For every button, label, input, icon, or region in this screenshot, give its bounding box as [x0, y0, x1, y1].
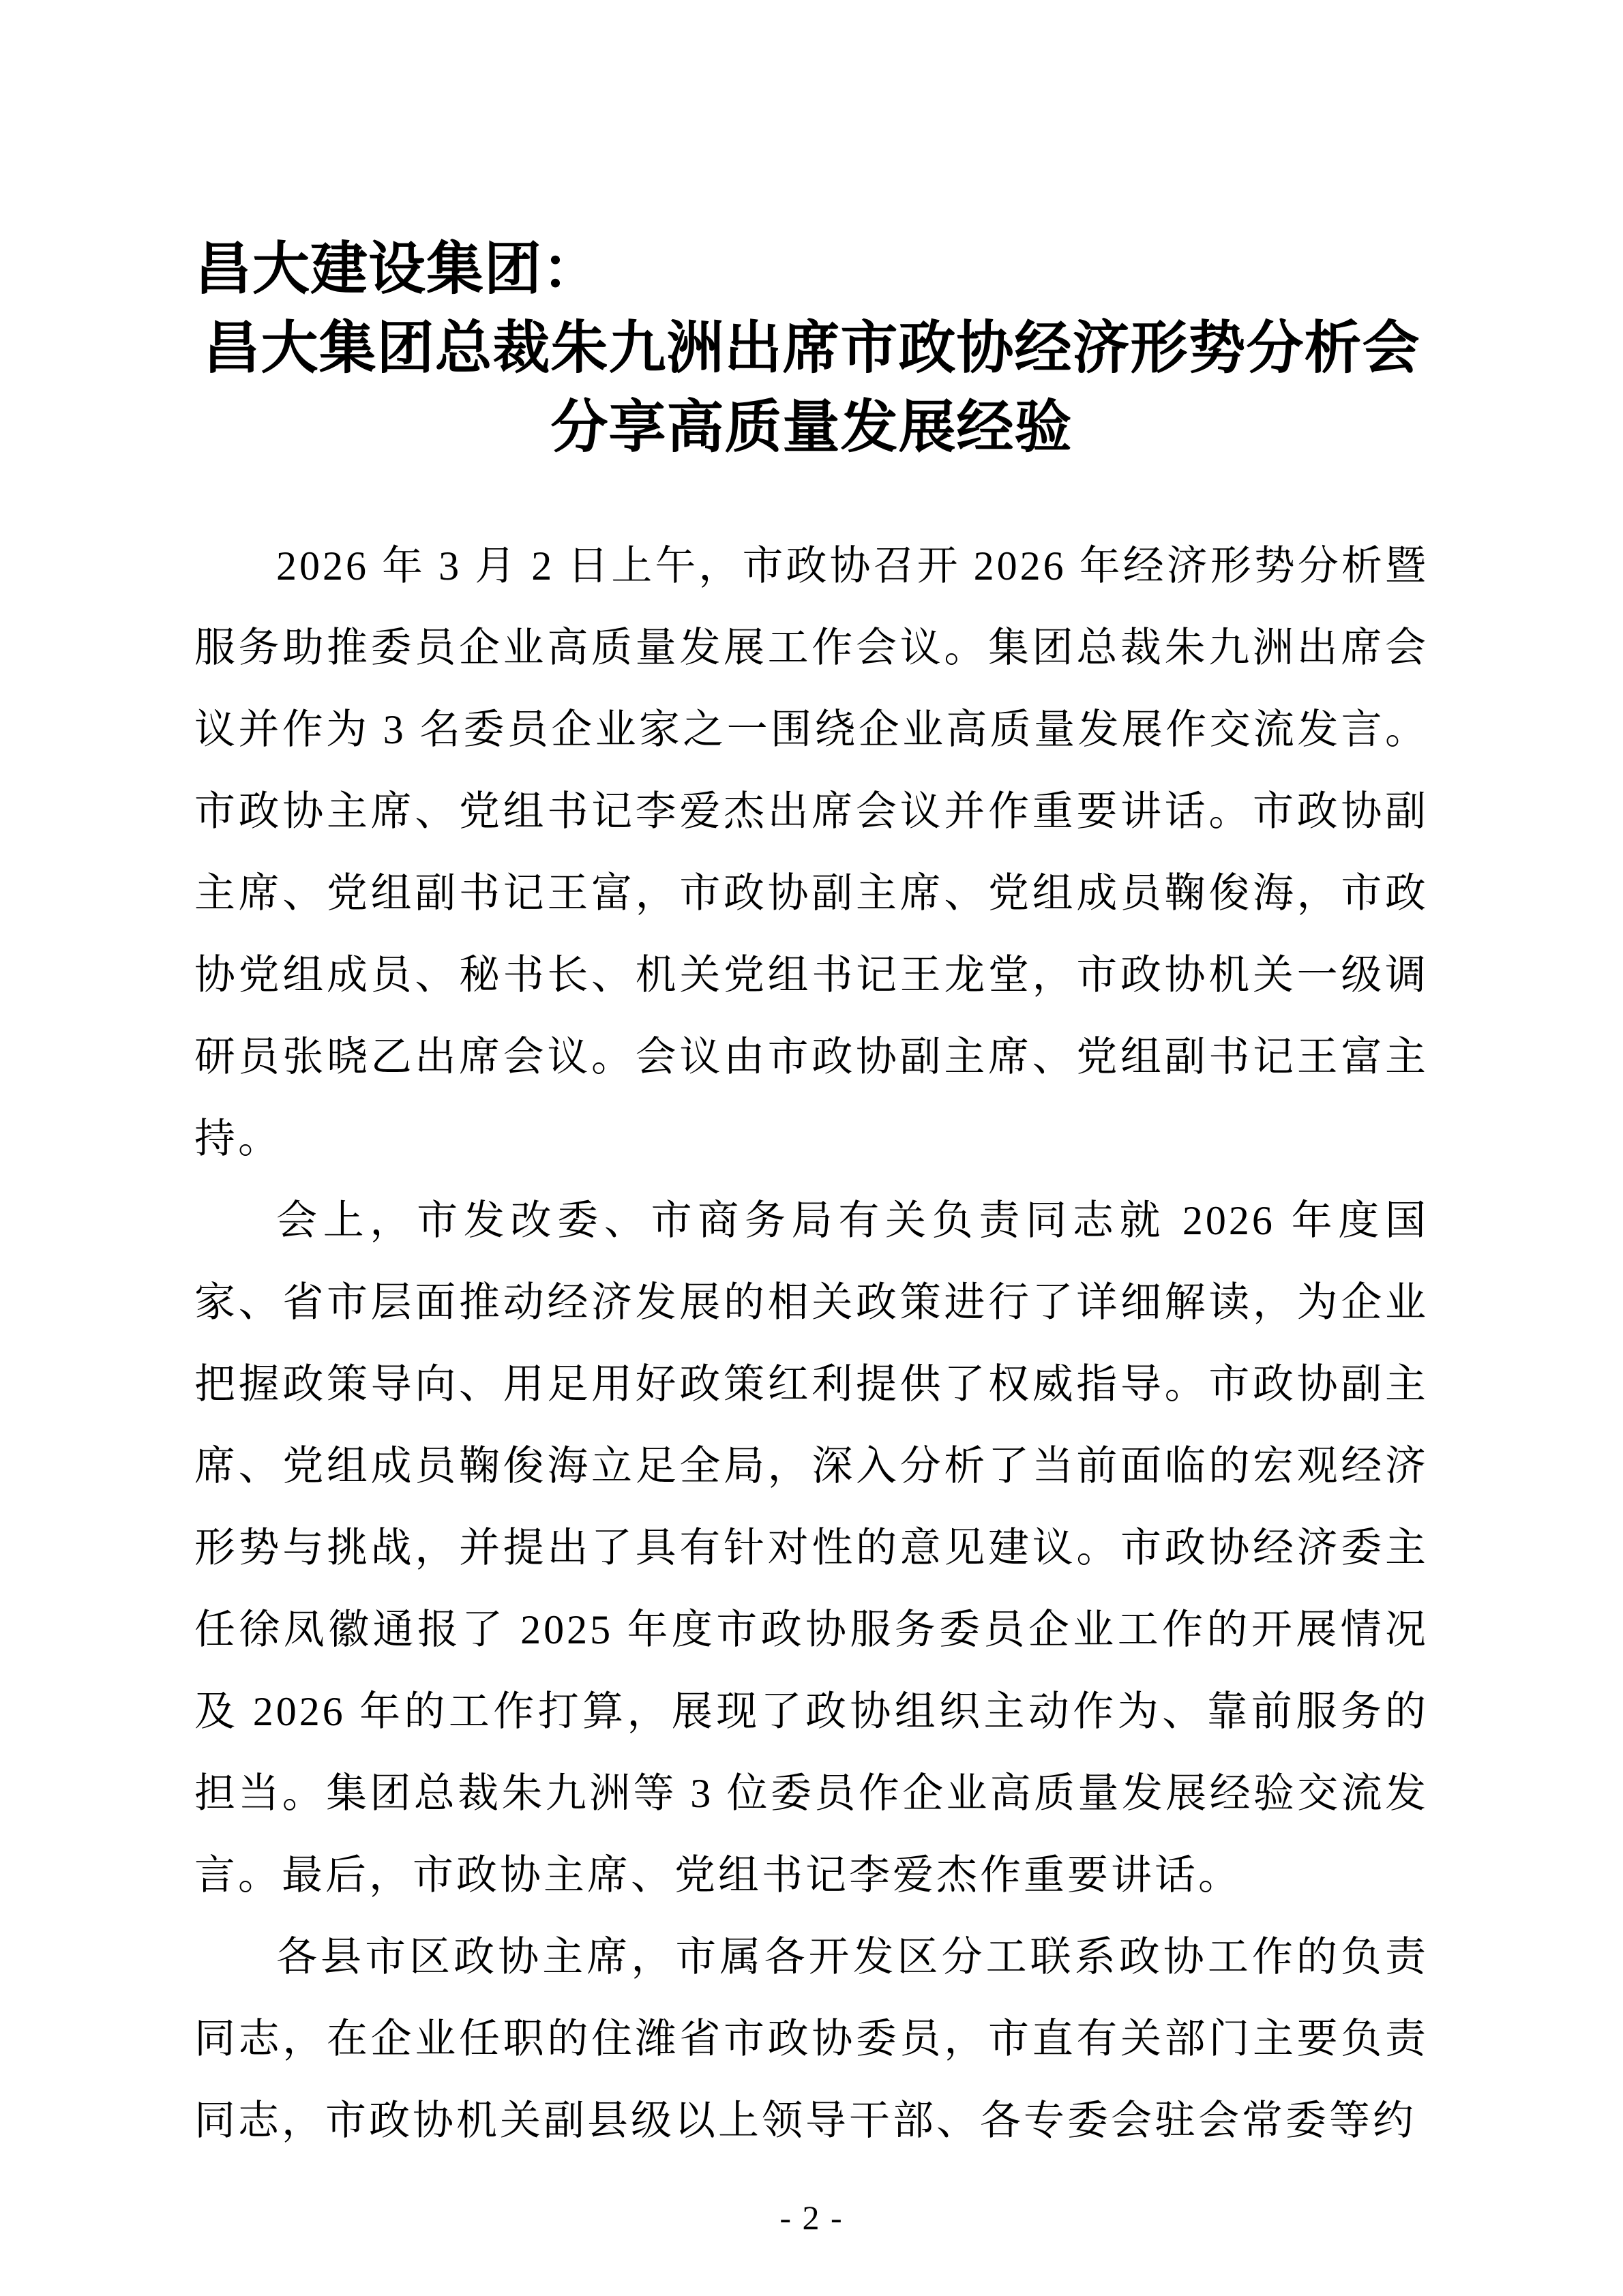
title-organization: 昌大建设集团： — [194, 238, 601, 301]
paragraph-3: 各县市区政协主席，市属各开发区分工联系政协工作的负责同志，在企业任职的住潍省市政协委员，市直有关部门主要负责同志，市政协机关副县级以上领导干部、各专委会驻会常委等约 — [194, 1935, 1429, 2143]
page-footer — [0, 2197, 1623, 2238]
title-main-line1: 昌大集团总裁朱九洲出席市政协经济形势分析会 — [203, 317, 1420, 381]
document-body — [194, 525, 1429, 2162]
page-number: - 2 - — [779, 2198, 844, 2237]
document-title — [194, 0, 1429, 468]
paragraph-2: 会上，市发改委、市商务局有关负责同志就 2026 年度国家、省市层面推动经济发展的相关政策进行了详细解读，为企业把握政策导向、用足用好政策红利提供了权威指导。市政协副主席、党组成员鞠俊海立足全局，深入分析了当前面临的宏观经济形势与挑战，并提出了具有针对性的意见建议。市政协经济委主任徐凤徽通报了 2025 年度市政协服务委员企业工作的开展情况及 2026 年的工作打算，展现了政协组织主动作为、靠前服务的担当。集团总裁朱九洲等 3 位委员作企业高质量发展经验交流发言。最后，市政协主席、党组书记李爱杰作重要讲话。 — [194, 1198, 1429, 1898]
paragraph-1: 2026 年 3 月 2 日上午，市政协召开 2026 年经济形势分析暨服务助推委员企业高质量发展工作会议。集团总裁朱九洲出席会议并作为 3 名委员企业家之一围绕企业高质量发展作交流发言。市政协主席、党组书记李爱杰出席会议并作重要讲话。市政协副主席、党组副书记王富，市政协副主席、党组成员鞠俊海，市政协党组成员、秘书长、机关党组书记王龙堂，市政协机关一级调研员张晓乙出席会议。会议由市政协副主席、党组副书记王富主持。 — [194, 543, 1429, 1161]
title-main-line2: 分享高质量发展经验 — [550, 396, 1073, 460]
page-content — [194, 0, 1429, 2162]
